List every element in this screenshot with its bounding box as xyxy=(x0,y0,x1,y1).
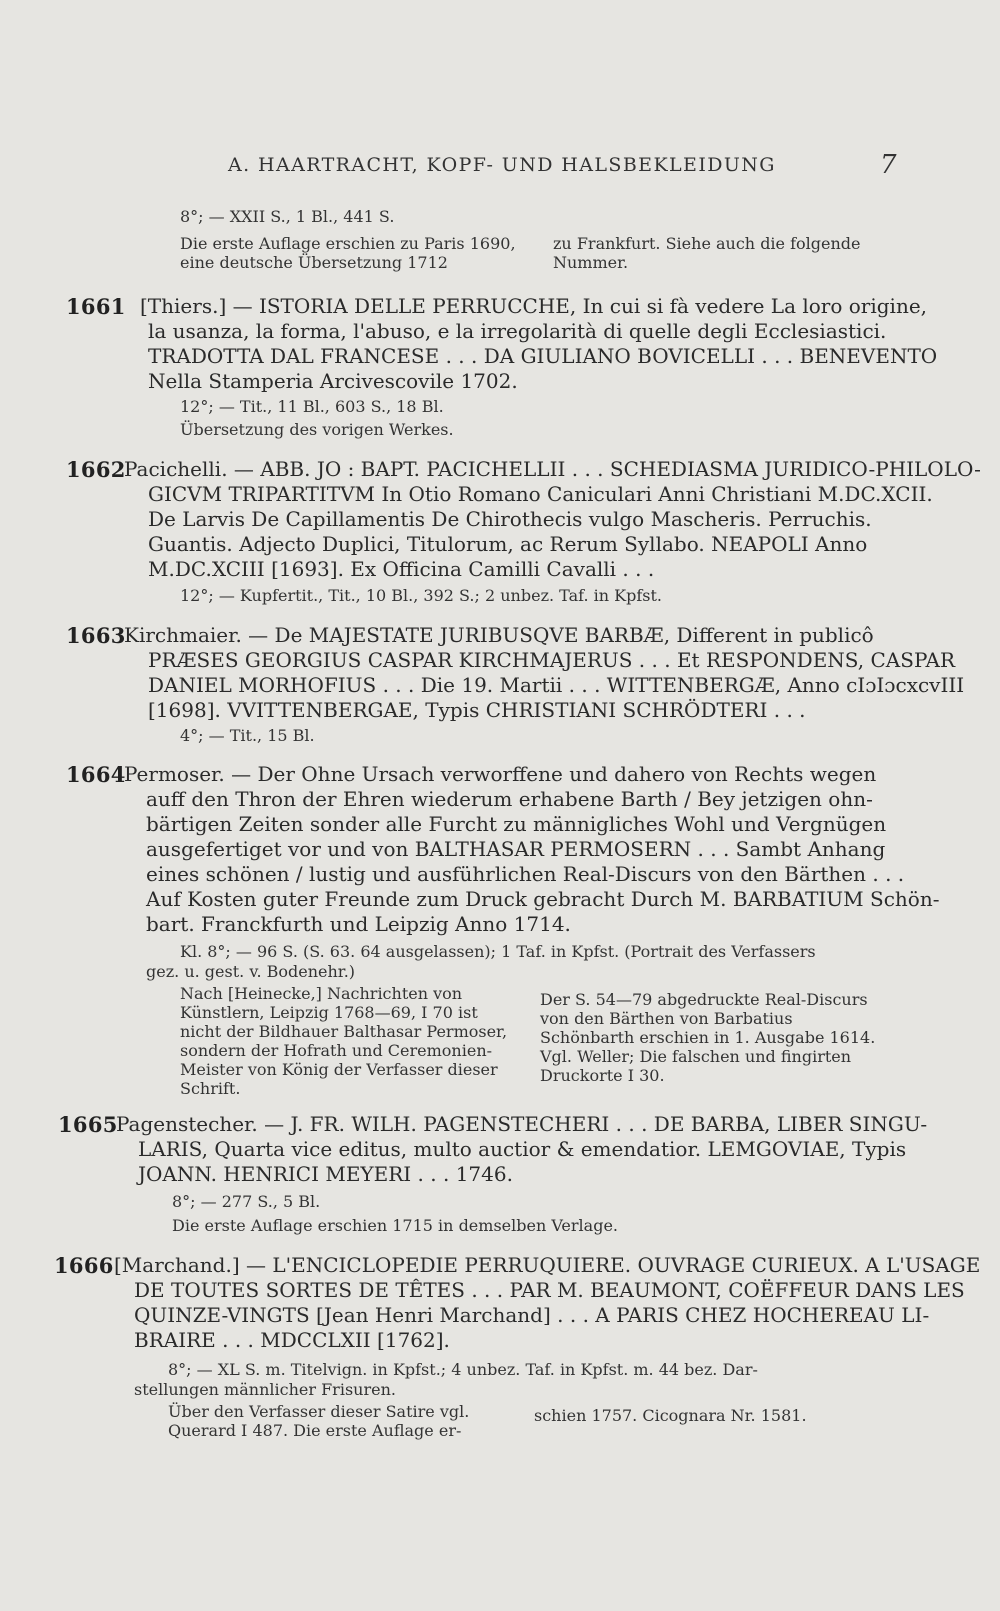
entry-line: LARIS, Quarta vice editus, multo auctior & emendatior. LEMGOVIAE, Typis xyxy=(138,1137,907,1161)
entry-line: la usanza, la forma, l'abuso, e la irregolarità di quelle degli Ecclesiastici. xyxy=(148,319,887,343)
entry-line: DE TOUTES SORTES DE TÊTES . . . PAR M. BEAUMONT, COËFFEUR DANS LES xyxy=(134,1278,965,1302)
entry-line: [1698]. VVITTENBERGAE, Typis CHRISTIANI SCHRÖDTERI . . . xyxy=(148,698,806,722)
entry-number: 1661 xyxy=(66,294,126,319)
entry-line: Permoser. — Der Ohne Ursach verworffene und dahero von Rechts wegen xyxy=(124,762,877,786)
prev-entry-meta: 8°; — XXII S., 1 Bl., 441 S. xyxy=(180,207,395,226)
entry-line: Nella Stamperia Arcivescovile 1702. xyxy=(148,369,518,393)
entry-line: bart. Franckfurth und Leipzig Anno 1714. xyxy=(146,912,571,936)
entry-line: bärtigen Zeiten sonder alle Furcht zu männigliches Wohl und Vergnügen xyxy=(146,812,887,836)
entry-meta-continued: gez. u. gest. v. Bodenehr.) xyxy=(146,962,356,981)
entry-note-right: Der S. 54—79 abgedruckte Real-Discurs von den Bärthen von Barbatius Schönbarth erschien in 1. Ausgabe 1614. Vgl. Weller; Die falschen und fingirten Druckorte I 30. xyxy=(540,990,876,1085)
entry-line: eines schönen / lustig und ausführlichen Real-Discurs von den Bärthen . . . xyxy=(146,862,905,886)
entry-meta: 12°; — Tit., 11 Bl., 603 S., 18 Bl. xyxy=(180,397,444,416)
entry-number: 1663 xyxy=(66,623,126,648)
entry-line: TRADOTTA DAL FRANCESE . . . DA GIULIANO BOVICELLI . . . BENEVENTO xyxy=(148,344,938,368)
entry-line: ausgefertiget vor und von BALTHASAR PERMOSERN . . . Sambt Anhang xyxy=(146,837,886,861)
entry-line: Auf Kosten guter Freunde zum Druck gebracht Durch M. BARBATIUM Schön- xyxy=(146,887,940,911)
entry-meta: 8°; — 277 S., 5 Bl. xyxy=(172,1192,321,1211)
entry-note-left: Über den Verfasser dieser Satire vgl. Querard I 487. Die erste Auflage er- xyxy=(168,1402,470,1440)
entry-meta: Kl. 8°; — 96 S. (S. 63. 64 ausgelassen); 1 Taf. in Kpfst. (Portrait des Verfassers xyxy=(180,942,816,961)
entry-line: Kirchmaier. — De MAJESTATE JURIBUSQVE BARBÆ, Different in publicô xyxy=(124,623,874,647)
entry-note-left: Nach [Heinecke,] Nachrichten von Künstlern, Leipzig 1768—69, I 70 ist nicht der Bildhauer Balthasar Permoser, sondern der Hofrath und Ceremonien-Meister von König der Verfasser dieser Schrift. xyxy=(180,984,508,1098)
entry-number: 1664 xyxy=(66,762,126,787)
entry-line: BRAIRE . . . MDCCLXII [1762]. xyxy=(134,1328,450,1352)
entry-meta: 4°; — Tit., 15 Bl. xyxy=(180,726,315,745)
entry-note-right: schien 1757. Cicognara Nr. 1581. xyxy=(534,1406,807,1425)
entry-line: [Marchand.] — L'ENCICLOPEDIE PERRUQUIERE. OUVRAGE CURIEUX. A L'USAGE xyxy=(114,1253,981,1277)
entry-note: Übersetzung des vorigen Werkes. xyxy=(180,420,454,439)
prev-entry-note-right: zu Frankfurt. Siehe auch die folgende Nummer. xyxy=(553,234,861,272)
entry-line: [Thiers.] — ISTORIA DELLE PERRUCCHE, In cui si fà vedere La loro origine, xyxy=(140,294,928,318)
entry-line: Pagenstecher. — J. FR. WILH. PAGENSTECHERI . . . DE BARBA, LIBER SINGU- xyxy=(116,1112,928,1136)
entry-line: GICVM TRIPARTITVM In Otio Romano Caniculari Anni Christiani M.DC.XCII. xyxy=(148,482,933,506)
entry-line: De Larvis De Capillamentis De Chirothecis vulgo Mascheris. Perruchis. xyxy=(148,507,872,531)
entry-number: 1665 xyxy=(58,1112,118,1137)
entry-line: Guantis. Adjecto Duplici, Titulorum, ac Rerum Syllabo. NEAPOLI Anno xyxy=(148,532,868,556)
prev-entry-note-left: Die erste Auflage erschien zu Paris 1690, eine deutsche Übersetzung 1712 xyxy=(180,234,516,272)
entry-line: JOANN. HENRICI MEYERI . . . 1746. xyxy=(138,1162,513,1186)
page-number: 7 xyxy=(880,150,897,180)
entry-meta: 8°; — XL S. m. Titelvign. in Kpfst.; 4 unbez. Taf. in Kpfst. m. 44 bez. Dar- xyxy=(168,1360,758,1379)
entry-line: DANIEL MORHOFIUS . . . Die 19. Martii . . . WITTENBERGÆ, Anno cIɔIɔcxcvIII xyxy=(148,673,965,697)
running-header: A. HAARTRACHT, KOPF- UND HALSBEKLEIDUNG xyxy=(228,154,776,176)
entry-meta: 12°; — Kupfertit., Tit., 10 Bl., 392 S.; 2 unbez. Taf. in Kpfst. xyxy=(180,586,663,605)
entry-line: M.DC.XCIII [1693]. Ex Officina Camilli Cavalli . . . xyxy=(148,557,655,581)
entry-line: Pacichelli. — ABB. JO : BAPT. PACICHELLII . . . SCHEDIASMA JURIDICO-PHILOLO- xyxy=(124,457,981,481)
entry-meta-continued: stellungen männlicher Frisuren. xyxy=(134,1380,396,1399)
entry-line: auff den Thron der Ehren wiederum erhabene Barth / Bey jetzigen ohn- xyxy=(146,787,873,811)
entry-line: QUINZE-VINGTS [Jean Henri Marchand] . . . A PARIS CHEZ HOCHEREAU LI- xyxy=(134,1303,930,1327)
entry-number: 1662 xyxy=(66,457,126,482)
entry-line: PRÆSES GEORGIUS CASPAR KIRCHMAJERUS . . . Et RESPONDENS, CASPAR xyxy=(148,648,956,672)
entry-note: Die erste Auflage erschien 1715 in demselben Verlage. xyxy=(172,1216,618,1235)
entry-number: 1666 xyxy=(54,1253,114,1278)
